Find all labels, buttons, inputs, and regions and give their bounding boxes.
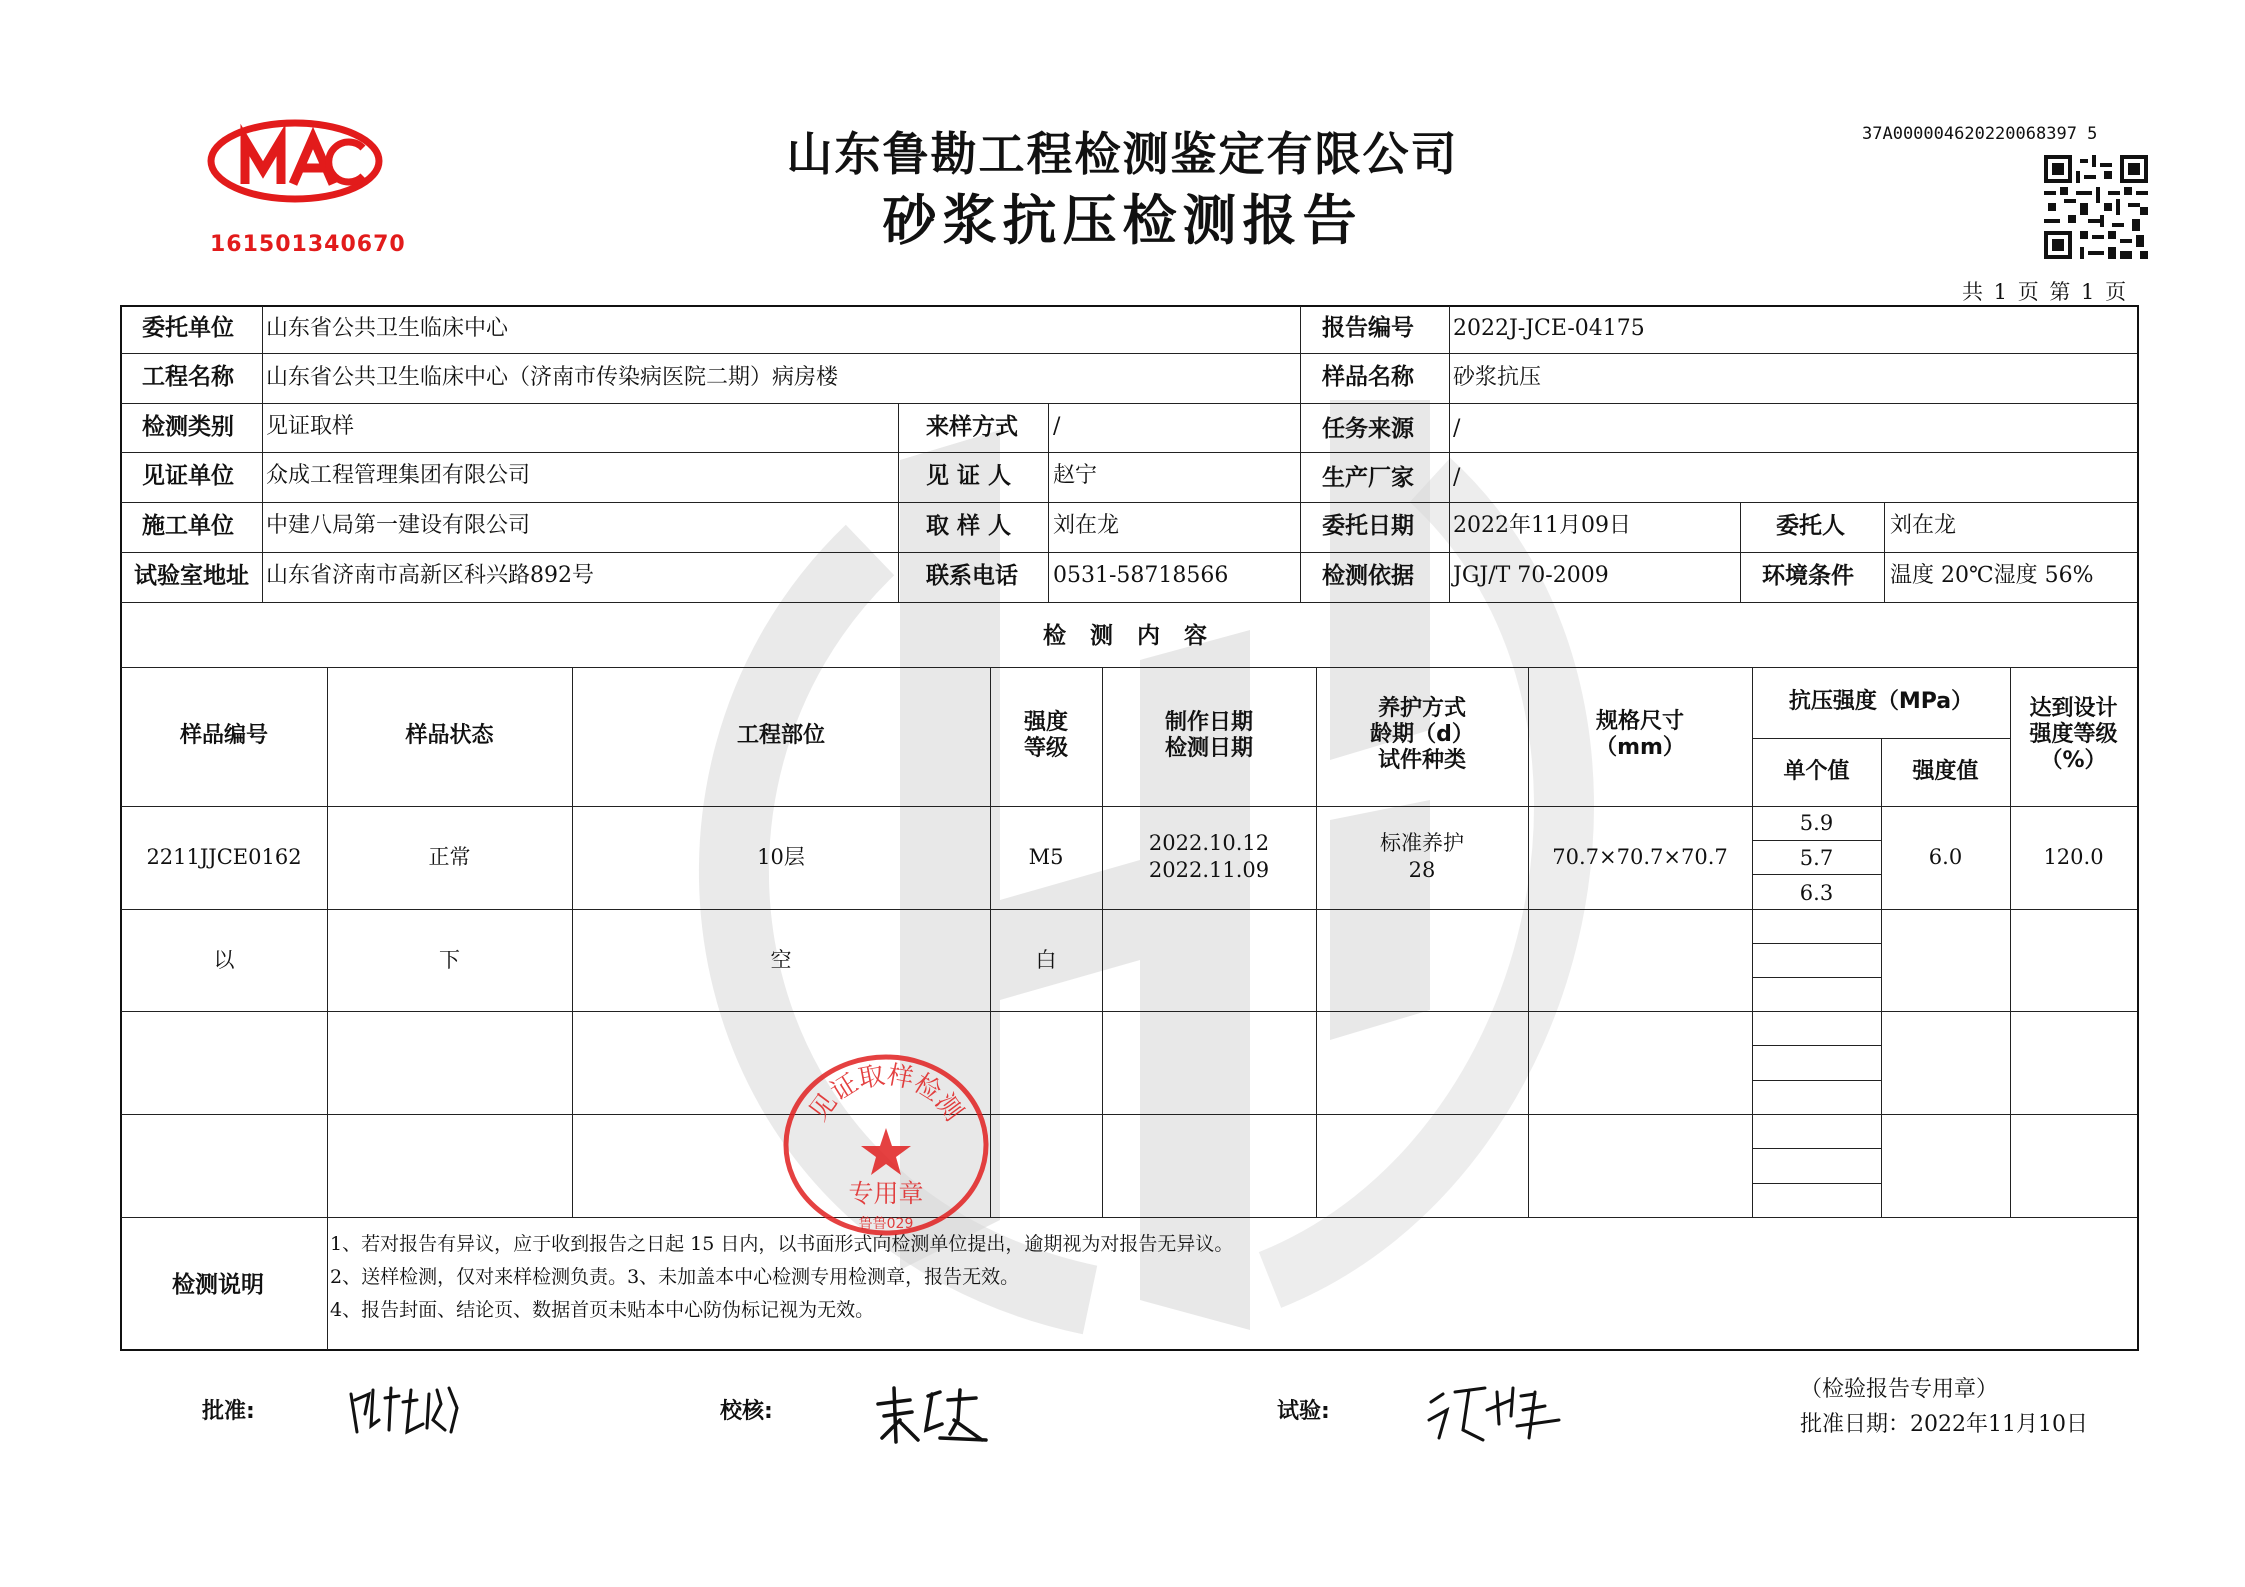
construction-value: 中建八局第一建设有限公司 — [266, 513, 531, 538]
client-label: 委托单位 — [142, 315, 234, 341]
row-state: 正常 — [428, 845, 471, 869]
sampler-label: 取 样 人 — [926, 513, 1012, 539]
header-sample-state: 样品状态 — [405, 723, 494, 748]
stamp-top-text: 见证取样检测 — [803, 1060, 969, 1127]
tester-signature — [1425, 1380, 1565, 1445]
basis-label: 检测依据 — [1322, 563, 1414, 589]
task-source-label: 任务来源 — [1322, 416, 1414, 442]
header-size: 规格尺寸 （mm） — [1595, 709, 1685, 760]
basis-value: JGJ/T 70-2009 — [1453, 563, 1609, 588]
env-value: 温度 20℃湿度 56% — [1890, 563, 2094, 588]
blank-marker-1: 以 — [213, 948, 235, 972]
serial-number: 37A000004620220068397 5 — [1862, 124, 2098, 144]
approve-date: 批准日期：2022年11月10日 — [1800, 1412, 2088, 1437]
header-ratio: 达到设计 强度等级 （%） — [2029, 696, 2118, 773]
test-label: 试验: — [1277, 1399, 1330, 1424]
row-part: 10层 — [757, 845, 805, 869]
report-title: 砂浆抗压检测报告 — [882, 189, 1363, 252]
header-strength-value: 强度值 — [1912, 759, 1979, 784]
header-curing: 养护方式 龄期（d） 试件种类 — [1370, 696, 1474, 773]
stamp-code: 鲁鲁029 — [858, 1216, 914, 1232]
approve-label: 批准: — [202, 1399, 255, 1424]
row-curing: 标准养护 — [1380, 831, 1464, 855]
row-single-1: 5.9 — [1799, 811, 1834, 835]
blank-marker-3: 空 — [770, 948, 792, 972]
row-size: 70.7×70.7×70.7 — [1552, 845, 1728, 869]
witness-value: 赵宁 — [1053, 463, 1098, 488]
header-dates: 制作日期 检测日期 — [1164, 710, 1253, 761]
manufacturer-value: / — [1453, 465, 1461, 490]
approver-signature — [345, 1380, 470, 1440]
env-label: 环境条件 — [1762, 563, 1854, 589]
page-info: 共 1 页 第 1 页 — [1962, 280, 2129, 304]
sample-name-label: 样品名称 — [1322, 364, 1414, 390]
entrust-date-label: 委托日期 — [1322, 513, 1414, 539]
blank-marker-2: 下 — [439, 948, 460, 972]
checker-signature — [870, 1380, 990, 1450]
header-single-value: 单个值 — [1783, 759, 1850, 784]
company-name: 山东鲁勘工程检测鉴定有限公司 — [786, 127, 1459, 181]
row-strength: 6.0 — [1928, 845, 1963, 869]
row-sample-no: 2211JJCE0162 — [146, 845, 302, 869]
phone-label: 联系电话 — [926, 563, 1018, 589]
row-grade: M5 — [1028, 845, 1064, 869]
construction-label: 施工单位 — [142, 513, 234, 539]
qr-code-icon — [2044, 155, 2148, 259]
section-title: 检 测 内 容 — [1042, 623, 1216, 649]
seal-note: （检验报告专用章） — [1800, 1377, 1999, 1402]
report-no-label: 报告编号 — [1322, 315, 1414, 341]
ma-number: 161501340670 — [210, 232, 406, 257]
row-single-2: 5.7 — [1799, 846, 1834, 870]
witness-stamp-seal — [780, 1050, 992, 1240]
row-test-date: 2022.11.09 — [1148, 858, 1270, 882]
check-label: 校核: — [720, 1399, 773, 1424]
project-label: 工程名称 — [142, 364, 234, 390]
row-ratio: 120.0 — [2043, 845, 2104, 869]
test-type-label: 检测类别 — [142, 414, 234, 440]
witness-unit-value: 众成工程管理集团有限公司 — [266, 463, 531, 488]
project-value: 山东省公共卫生临床中心（济南市传染病医院二期）病房楼 — [266, 365, 839, 390]
report-no-value: 2022J-JCE-04175 — [1453, 316, 1645, 341]
sample-name-value: 砂浆抗压 — [1453, 365, 1542, 390]
witness-unit-label: 见证单位 — [142, 463, 234, 489]
lab-address-value: 山东省济南市高新区科兴路892号 — [266, 563, 594, 588]
test-type-value: 见证取样 — [266, 414, 355, 439]
blank-marker-4: 白 — [1035, 948, 1057, 972]
manufacturer-label: 生产厂家 — [1322, 465, 1414, 491]
notes-label: 检测说明 — [172, 1272, 264, 1298]
row-age: 28 — [1408, 858, 1436, 882]
entrust-date-value: 2022年11月09日 — [1453, 513, 1631, 538]
header-grade: 强度 等级 — [1023, 710, 1068, 761]
sampler-value: 刘在龙 — [1053, 513, 1120, 538]
notes-text: 1、若对报告有异议，应于收到报告之日起 15 日内，以书面形式向检测单位提出，逾期视为对报告无异议。 2、送样检测，仅对来样检测负责。3、未加盖本中心检测专用检测章，报告无效。 4、报告封面、结论页、数据首页未贴本中心防伪标记视为无效。 — [330, 1233, 1234, 1321]
task-source-value: / — [1453, 416, 1461, 441]
sampling-method-label: 来样方式 — [926, 414, 1018, 440]
client-value: 山东省公共卫生临床中心 — [266, 316, 509, 341]
sampling-method-value: / — [1053, 414, 1061, 439]
approval-footnote — [1800, 1372, 2088, 1442]
header-part: 工程部位 — [736, 723, 825, 748]
header-strength: 抗压强度（MPa） — [1788, 689, 1974, 714]
stamp-bottom-text: 专用章 — [848, 1179, 924, 1208]
lab-address-label: 试验室地址 — [134, 563, 249, 589]
row-make-date: 2022.10.12 — [1148, 831, 1270, 855]
entrust-person-label: 委托人 — [1776, 513, 1845, 539]
witness-label: 见 证 人 — [926, 463, 1012, 489]
phone-value: 0531-58718566 — [1053, 563, 1229, 588]
entrust-person-value: 刘在龙 — [1890, 513, 1957, 538]
row-single-3: 6.3 — [1799, 881, 1834, 905]
header-sample-no: 样品编号 — [179, 723, 268, 748]
